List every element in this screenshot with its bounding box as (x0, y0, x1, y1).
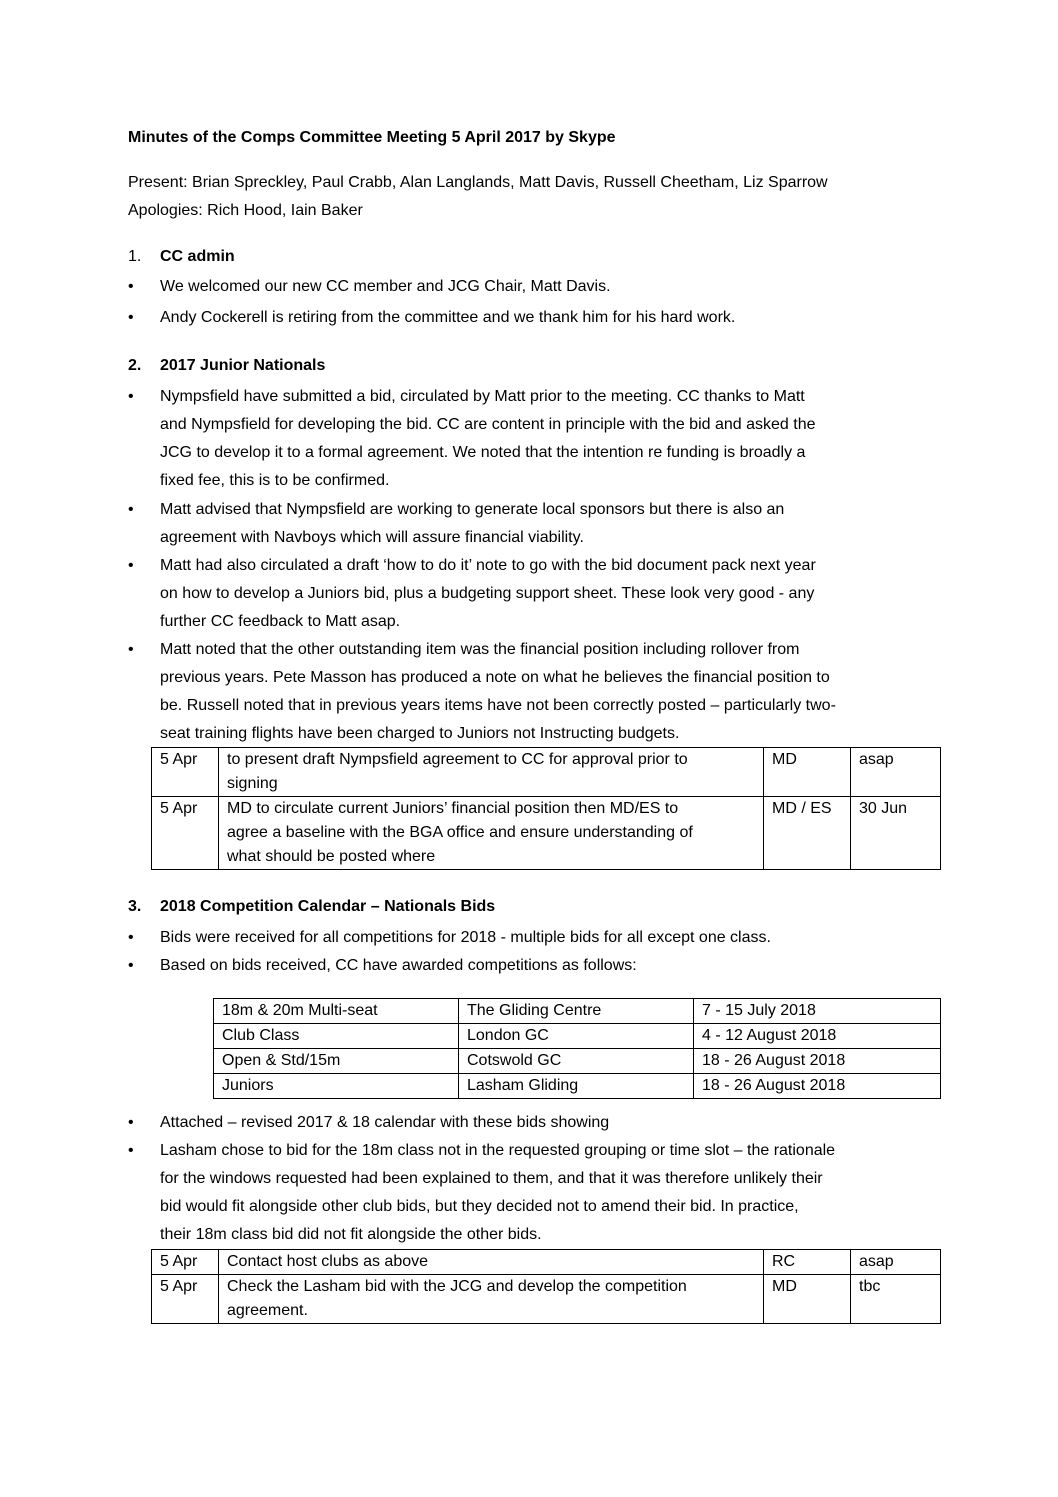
text-line: to present draft Nympsfield agreement to CC for approval prior to (227, 751, 688, 768)
text-line: Matt advised that Nympsfield are working to generate local sponsors but there is also an (160, 501, 785, 518)
table-row (152, 1250, 941, 1275)
action-date: 5 Apr (152, 1250, 219, 1275)
text-line: be. Russell noted that in previous years items have not been correctly posted – particularly two- (160, 697, 836, 714)
table-row (214, 1024, 941, 1049)
table-row (152, 748, 941, 797)
text-line: JCG to develop it to a formal agreement. We noted that the intention re funding is broadly a (160, 444, 806, 461)
apologies-line: Apologies: Rich Hood, Iain Baker (128, 202, 363, 219)
table-row (152, 797, 941, 870)
comp-class: Club Class (214, 1024, 459, 1049)
bullet-text (160, 304, 950, 332)
comp-dates: 7 - 15 July 2018 (694, 999, 941, 1024)
section-3-number: 3. (128, 898, 142, 915)
bullet-text (160, 552, 950, 636)
text-line: fixed fee, this is to be confirmed. (160, 472, 390, 489)
document-title: Minutes of the Comps Committee Meeting 5 April 2017 by Skype (128, 129, 616, 146)
competition-table (213, 998, 941, 1099)
text-line: Matt noted that the other outstanding item was the financial position including rollover from (160, 641, 800, 658)
action-due: 30 Jun (851, 797, 941, 870)
text-line: Based on bids received, CC have awarded competitions as follows: (160, 957, 637, 974)
text-line: Lasham chose to bid for the 18m class not in the requested grouping or time slot – the rationale (160, 1142, 836, 1159)
text-line: Attached – revised 2017 & 18 calendar with these bids showing (160, 1114, 610, 1131)
table-row (214, 999, 941, 1024)
action-owner: MD / ES (764, 797, 851, 870)
bullet-marker: • (128, 641, 134, 658)
bullet-text (160, 952, 950, 980)
section-2-heading: 2017 Junior Nationals (160, 357, 326, 374)
text-line: agreement. (227, 1302, 308, 1319)
text-line: Nympsfield have submitted a bid, circulated by Matt prior to the meeting. CC thanks to Matt (160, 388, 805, 405)
comp-dates: 18 - 26 August 2018 (694, 1049, 941, 1074)
action-text (219, 797, 764, 870)
bullet-marker: • (128, 501, 134, 518)
action-owner: MD (764, 748, 851, 797)
text-line: what should be posted where (227, 848, 436, 865)
text-line: signing (227, 775, 278, 792)
present-line: Present: Brian Spreckley, Paul Crabb, Alan Langlands, Matt Davis, Russell Cheetham, Liz Sparrow (128, 174, 828, 191)
bullet-marker: • (128, 957, 134, 974)
text-line: agreement with Navboys which will assure financial viability. (160, 529, 584, 546)
action-date: 5 Apr (152, 797, 219, 870)
bullet-text (160, 924, 950, 952)
bullet-marker: • (128, 1114, 134, 1131)
text-line: We welcomed our new CC member and JCG Chair, Matt Davis. (160, 278, 611, 295)
text-line: for the windows requested had been explained to them, and that it was therefore unlikely their (160, 1170, 823, 1187)
table-row (152, 1275, 941, 1324)
bullet-text (160, 383, 950, 495)
table-row (214, 1074, 941, 1099)
text-line: Check the Lasham bid with the JCG and develop the competition (227, 1278, 687, 1295)
section-1-number: 1. (128, 248, 142, 265)
text-line: Bids were received for all competitions for 2018 - multiple bids for all except one class. (160, 929, 771, 946)
bullet-text (160, 496, 950, 552)
text-line: Andy Cockerell is retiring from the committee and we thank him for his hard work. (160, 309, 736, 326)
bullet-text (160, 1137, 950, 1249)
bullet-marker: • (128, 309, 134, 326)
text-line: and Nympsfield for developing the bid. CC are content in principle with the bid and asked the (160, 416, 816, 433)
text-line: further CC feedback to Matt asap. (160, 613, 401, 630)
action-text (219, 748, 764, 797)
action-date: 5 Apr (152, 1275, 219, 1324)
action-table-section-3 (151, 1249, 941, 1324)
bullet-marker: • (128, 1142, 134, 1159)
comp-dates: 4 - 12 August 2018 (694, 1024, 941, 1049)
action-owner: RC (764, 1250, 851, 1275)
section-1-heading: CC admin (160, 248, 235, 265)
comp-class: 18m & 20m Multi-seat (214, 999, 459, 1024)
action-table-section-2 (151, 747, 941, 870)
text-line: agree a baseline with the BGA office and ensure understanding of (227, 824, 693, 841)
bullet-text (160, 636, 950, 748)
action-text (219, 1275, 764, 1324)
section-3-heading: 2018 Competition Calendar – Nationals Bids (160, 898, 496, 915)
text-line: previous years. Pete Masson has produced a note on what he believes the financial position to (160, 669, 830, 686)
action-text (219, 1250, 764, 1275)
action-date: 5 Apr (152, 748, 219, 797)
comp-class: Open & Std/15m (214, 1049, 459, 1074)
action-due: asap (851, 748, 941, 797)
comp-club: London GC (459, 1024, 694, 1049)
bullet-text (160, 1109, 950, 1137)
action-owner: MD (764, 1275, 851, 1324)
text-line: MD to circulate current Juniors’ financial position then MD/ES to (227, 800, 679, 817)
comp-dates: 18 - 26 August 2018 (694, 1074, 941, 1099)
bullet-marker: • (128, 388, 134, 405)
comp-club: The Gliding Centre (459, 999, 694, 1024)
comp-class: Juniors (214, 1074, 459, 1099)
text-line: seat training flights have been charged to Juniors not Instructing budgets. (160, 725, 680, 742)
comp-club: Lasham Gliding (459, 1074, 694, 1099)
comp-club: Cotswold GC (459, 1049, 694, 1074)
bullet-marker: • (128, 278, 134, 295)
text-line: their 18m class bid did not fit alongside the other bids. (160, 1226, 542, 1243)
action-due: asap (851, 1250, 941, 1275)
text-line: bid would fit alongside other club bids, but they decided not to amend their bid. In practice, (160, 1198, 799, 1215)
table-row (214, 1049, 941, 1074)
bullet-marker: • (128, 557, 134, 574)
section-2-number: 2. (128, 357, 142, 374)
bullet-text (160, 273, 950, 301)
text-line: Matt had also circulated a draft ‘how to do it’ note to go with the bid document pack next year (160, 557, 816, 574)
text-line: on how to develop a Juniors bid, plus a budgeting support sheet. These look very good - any (160, 585, 815, 602)
bullet-marker: • (128, 929, 134, 946)
text-line: Contact host clubs as above (227, 1253, 429, 1270)
action-due: tbc (851, 1275, 941, 1324)
